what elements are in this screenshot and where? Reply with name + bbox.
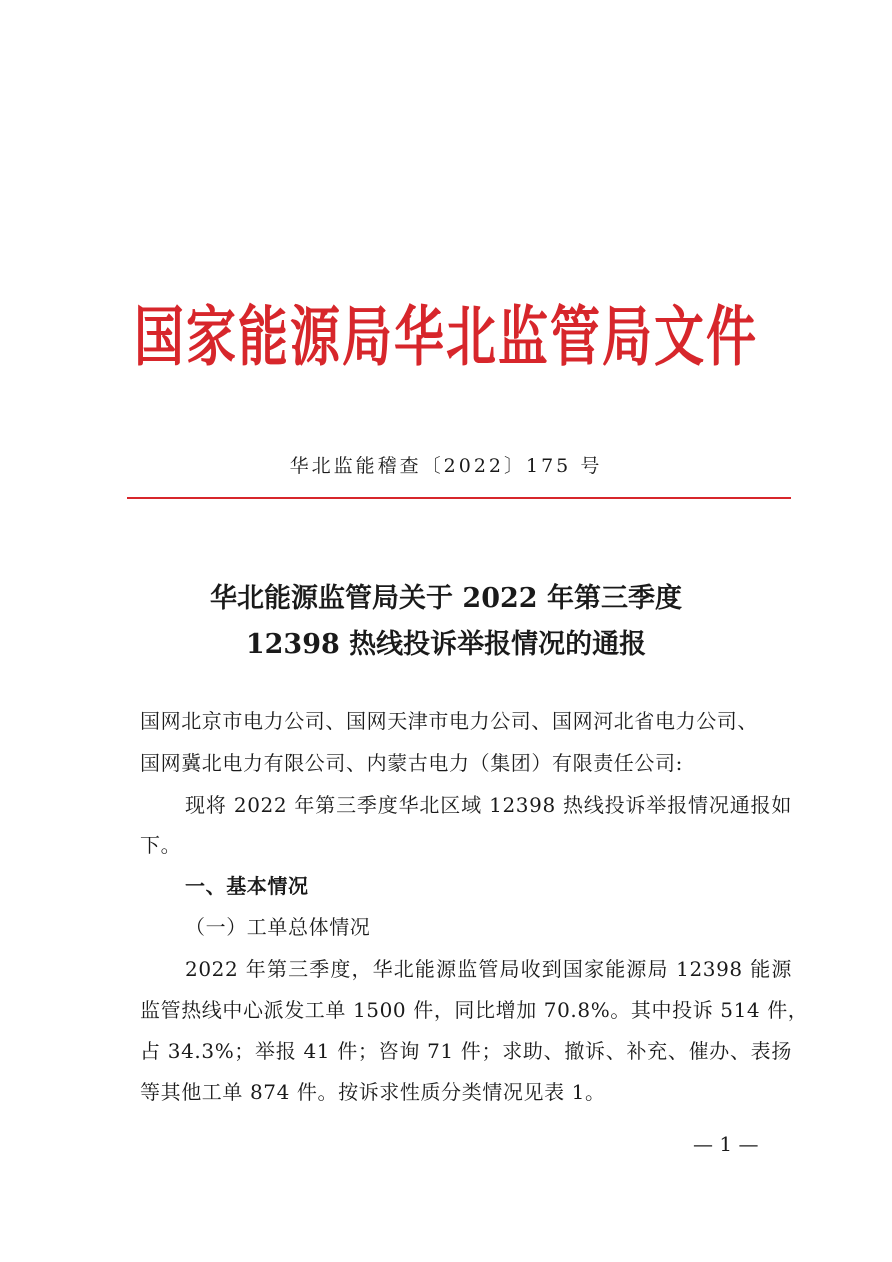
subsection-heading-work-orders: （一）工单总体情况 [185, 915, 371, 939]
section-heading-basic-situation: 一、基本情况 [185, 874, 309, 898]
paragraph-line-4: 等其他工单 874 件。按诉求性质分类情况见表 1。 [140, 1080, 606, 1104]
document-number: 华北监能稽查〔2022〕175 号 [289, 455, 603, 477]
red-divider-line [127, 497, 791, 499]
notice-title-line-2: 12398 热线投诉举报情况的通报 [245, 629, 647, 660]
document-header-title: 国家能源局华北监管局文件 [134, 298, 758, 375]
intro-line-1: 现将 2022 年第三季度华北区域 12398 热线投诉举报情况通报如 [185, 793, 792, 817]
paragraph-line-3: 占 34.3%；举报 41 件；咨询 71 件；求助、撤诉、补充、催办、表扬 [140, 1039, 792, 1063]
page-number: — 1 — [693, 1132, 759, 1156]
recipients-line-2: 国网冀北电力有限公司、内蒙古电力（集团）有限责任公司: [140, 751, 683, 775]
notice-title-line-1: 华北能源监管局关于 2022 年第三季度 [210, 583, 682, 614]
recipients-line-1: 国网北京市电力公司、国网天津市电力公司、国网河北省电力公司、 [140, 709, 758, 733]
paragraph-line-1: 2022 年第三季度，华北能源监管局收到国家能源局 12398 能源 [185, 957, 792, 981]
intro-line-2: 下。 [140, 833, 182, 857]
paragraph-line-2: 监管热线中心派发工单 1500 件，同比增加 70.8%。其中投诉 514 件， [140, 998, 809, 1022]
